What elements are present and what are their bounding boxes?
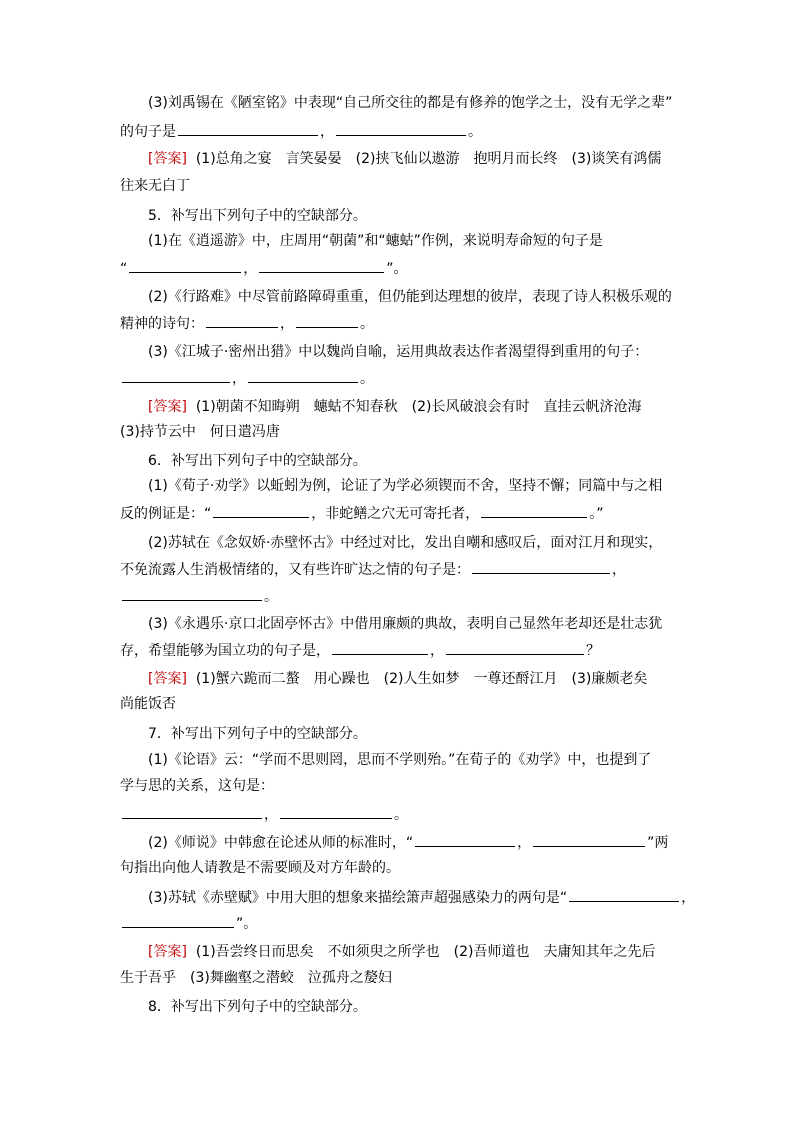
- line-text: 存，希望能够为国立功的句子是，: [120, 643, 330, 659]
- text-line: [0, 341, 794, 363]
- text-line: [0, 613, 794, 635]
- text-line: [0, 367, 794, 389]
- line-text: 的句子是: [120, 124, 176, 140]
- line-text: ，: [320, 124, 334, 140]
- text-line: [0, 639, 794, 661]
- text-line: [0, 175, 794, 197]
- line-text: ，: [243, 261, 258, 277]
- fill-in-blank[interactable]: [336, 120, 466, 136]
- line-text: ，: [681, 890, 696, 906]
- fill-in-blank[interactable]: [446, 639, 584, 655]
- text-line: [0, 749, 794, 771]
- line-text: 反的例证是：“: [120, 506, 212, 522]
- line-text: (1)朝菌不知晦朔 蟪蛄不知春秋 (2)长风破浪会有时 直挂云帆济沧海: [186, 399, 642, 415]
- line-text: (1)《荀子·劝学》以蚯蚓为例，论证了为学必须锲而不舍，坚持不懈；同篇中与之相: [148, 478, 663, 494]
- text-line: [0, 532, 794, 554]
- fill-in-blank[interactable]: [206, 312, 278, 328]
- fill-in-blank[interactable]: [569, 886, 679, 902]
- text-line: [0, 450, 794, 472]
- text-line: [0, 312, 794, 334]
- text-line: [0, 421, 794, 443]
- text-line: [0, 803, 794, 825]
- fill-in-blank[interactable]: [481, 502, 587, 518]
- answer-tag: [答案]: [148, 671, 187, 687]
- line-text: ”。: [236, 916, 258, 932]
- line-text: (1)吾尝终日而思矣 不如须臾之所学也 (2)吾师道也 夫庸知其年之先后: [186, 944, 656, 960]
- line-text: ，: [430, 643, 444, 659]
- line-text: (3)持节云中 何日遣冯唐: [120, 424, 280, 440]
- fill-in-blank[interactable]: [533, 831, 645, 847]
- fill-in-blank[interactable]: [122, 803, 262, 819]
- text-line: [0, 205, 794, 227]
- text-line: [0, 558, 794, 580]
- line-text: 。: [360, 371, 374, 387]
- text-line: [0, 502, 794, 524]
- text-line: [0, 257, 794, 279]
- line-text: 不免流露人生消极情绪的，又有些许旷达之情的句子是：: [120, 562, 470, 578]
- line-text: (2)《行路难》中尽管前路障碍重重，但仍能到达理想的彼岸，表现了诗人积极乐观的: [148, 289, 672, 305]
- line-text: 8．补写出下列句子中的空缺部分。: [148, 999, 367, 1015]
- fill-in-blank[interactable]: [472, 558, 610, 574]
- line-text: 。”: [589, 506, 604, 522]
- line-text: 。: [264, 589, 278, 605]
- fill-in-blank[interactable]: [248, 367, 358, 383]
- answer-tag: [答案]: [148, 151, 187, 167]
- text-line: [0, 585, 794, 607]
- line-text: (3)《江城子·密州出猎》中以魏尚自喻，运用典故表达作者渴望得到重用的句子：: [148, 344, 649, 360]
- fill-in-blank[interactable]: [122, 367, 230, 383]
- text-line: [0, 831, 794, 853]
- line-text: ，: [280, 316, 294, 332]
- line-text: 。: [360, 316, 374, 332]
- line-text: (3)苏轼《赤壁赋》中用大胆的想象来描绘箫声超强感染力的两句是“: [148, 890, 568, 906]
- line-text: (1)《论语》云：“学而不思则罔，思而不学则殆。”在荀子的《劝学》中，也提到了: [148, 752, 652, 768]
- line-text: 尚能饭否: [120, 696, 176, 712]
- fill-in-blank[interactable]: [259, 257, 384, 273]
- text-line: [0, 286, 794, 308]
- line-text: ？: [586, 643, 600, 659]
- text-line: [0, 857, 794, 879]
- line-text: (2)苏轼在《念奴娇·赤壁怀古》中经过对比，发出自嘲和感叹后，面对江月和现实，: [148, 535, 663, 551]
- line-text: (2)《师说》中韩愈在论述从师的标准时，“: [148, 835, 414, 851]
- line-text: (3)《永遇乐·京口北固亭怀古》中借用廉颇的典故，表明自己显然年老却还是壮志犹: [148, 616, 663, 632]
- line-text: 生于吾乎 (3)舞幽壑之潜蛟 泣孤舟之嫠妇: [120, 970, 392, 986]
- fill-in-blank[interactable]: [280, 803, 392, 819]
- line-text: ”。: [386, 261, 408, 277]
- text-line: [0, 92, 794, 114]
- text-line: [0, 396, 794, 418]
- line-text: ，: [517, 835, 532, 851]
- line-text: 句指出向他人请教是不需要顾及对方年龄的。: [120, 860, 400, 876]
- line-text: ，: [264, 807, 278, 823]
- line-text: 。: [468, 124, 482, 140]
- fill-in-blank[interactable]: [122, 912, 234, 928]
- line-text: (1)总角之宴 言笑晏晏 (2)挟飞仙以遨游 抱明月而长终 (3)谈笑有鸿儒: [186, 151, 662, 167]
- line-text: (1)蟹六跪而二螯 用心躁也 (2)人生如梦 一尊还酹江月 (3)廉颇老矣: [186, 671, 648, 687]
- text-line: [0, 886, 794, 908]
- fill-in-blank[interactable]: [332, 639, 428, 655]
- line-text: 往来无白丁: [120, 178, 190, 194]
- answer-tag: [答案]: [148, 399, 187, 415]
- line-text: 学与思的关系，这句是：: [120, 778, 274, 794]
- line-text: (3)刘禹锡在《陋室铭》中表现“自己所交往的都是有修养的饱学之士，没有无学之辈”: [148, 95, 673, 111]
- fill-in-blank[interactable]: [122, 585, 262, 601]
- line-text: ，: [612, 562, 626, 578]
- text-line: [0, 912, 794, 934]
- line-text: 。: [394, 807, 408, 823]
- line-text: 7．补写出下列句子中的空缺部分。: [148, 726, 367, 742]
- text-line: [0, 775, 794, 797]
- text-line: [0, 120, 794, 142]
- text-line: [0, 723, 794, 745]
- text-line: [0, 941, 794, 963]
- fill-in-blank[interactable]: [415, 831, 515, 847]
- text-line: [0, 967, 794, 989]
- text-line: [0, 148, 794, 170]
- fill-in-blank[interactable]: [296, 312, 358, 328]
- text-line: [0, 996, 794, 1018]
- text-line: [0, 693, 794, 715]
- line-text: 精神的诗句：: [120, 316, 204, 332]
- line-text: 5．补写出下列句子中的空缺部分。: [148, 208, 367, 224]
- line-text: ，非蛇鳝之穴无可寄托者，: [311, 506, 480, 522]
- fill-in-blank[interactable]: [178, 120, 318, 136]
- fill-in-blank[interactable]: [129, 257, 241, 273]
- line-text: 6．补写出下列句子中的空缺部分。: [148, 453, 367, 469]
- fill-in-blank[interactable]: [213, 502, 309, 518]
- text-line: [0, 668, 794, 690]
- line-text: (1)在《逍遥游》中，庄周用“朝菌”和“蟪蛄”作例，来说明寿命短的句子是: [148, 233, 603, 249]
- text-line: [0, 475, 794, 497]
- answer-tag: [答案]: [148, 944, 187, 960]
- text-line: [0, 230, 794, 252]
- line-text: ，: [232, 371, 246, 387]
- line-text: “: [120, 261, 128, 277]
- line-text: ”两: [647, 835, 669, 851]
